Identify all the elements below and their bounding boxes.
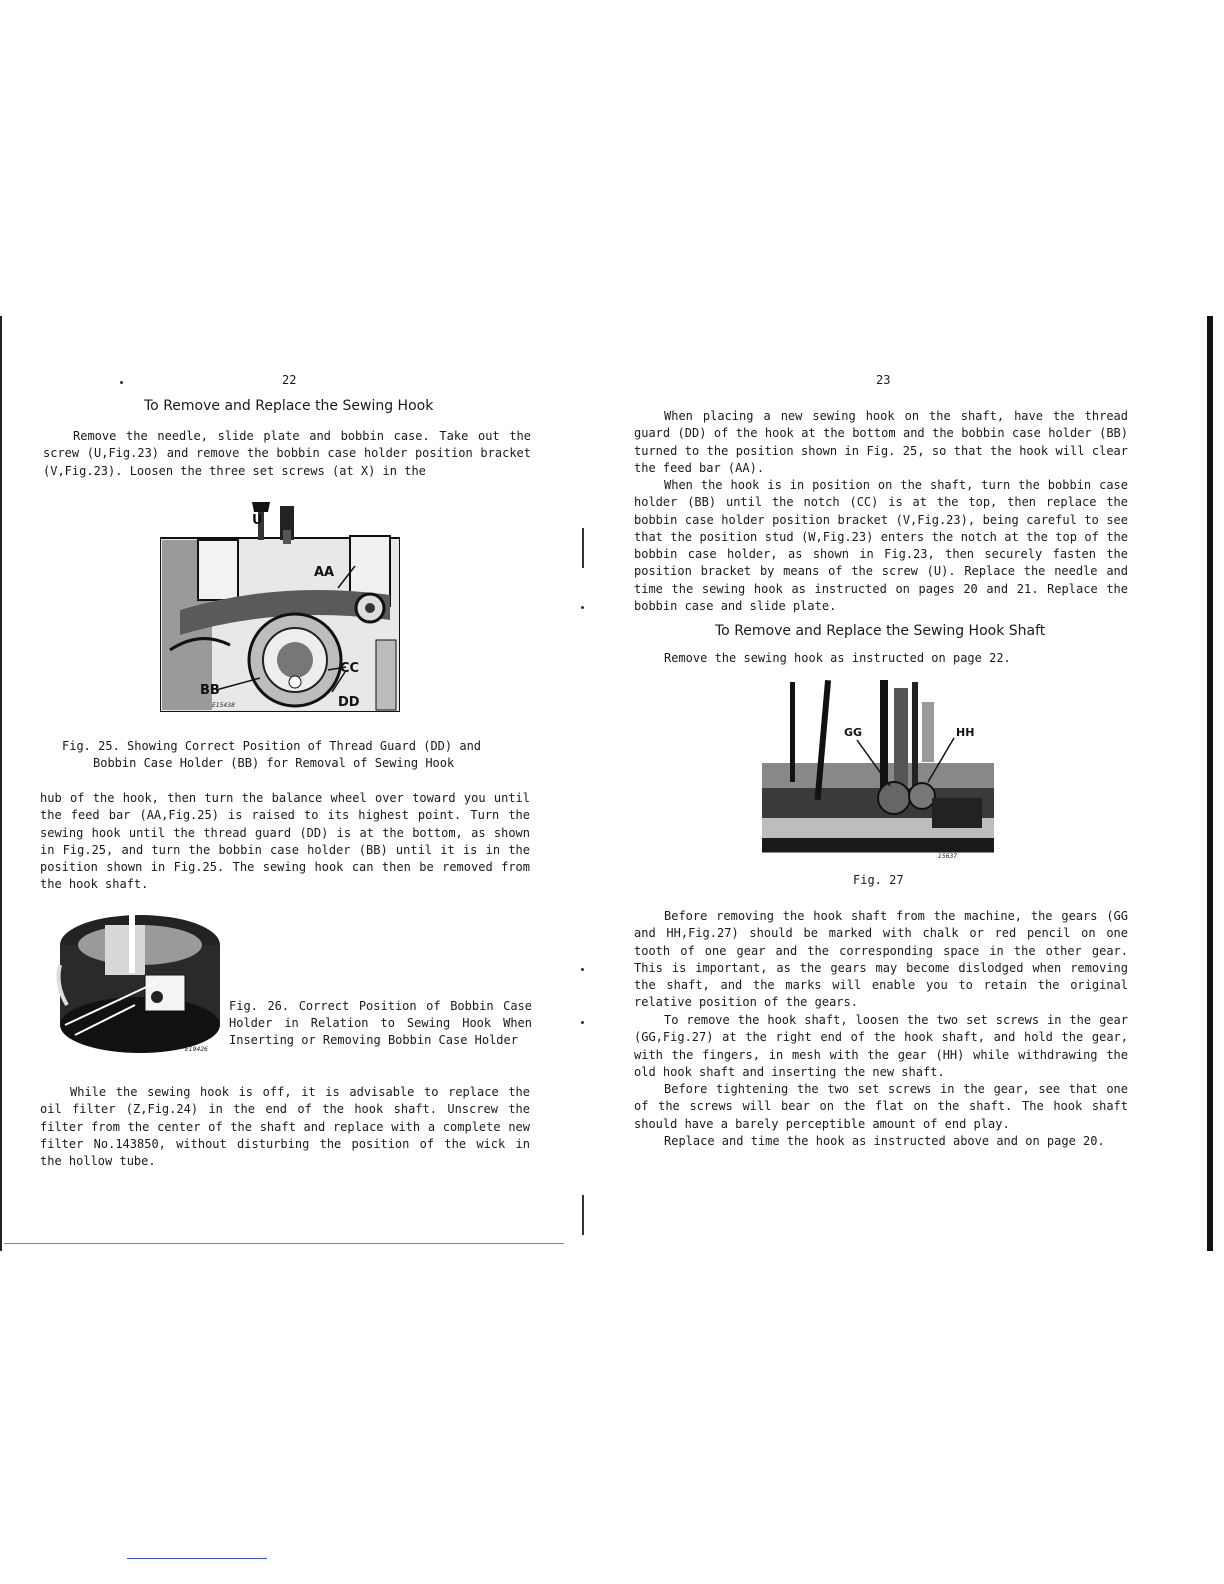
paragraph-hook-in-position: When the hook is in position on the shaft, turn the bobbin case holder (BB) until the notch (CC) is at the top, then replace the bobbin case holder position bracket (V,Fig.23), being careful to see that the position stud (W,Fig.23) enters the notch at the top of the bobbin case holder, as shown in Fig.23, then securely fasten the position bracket by means of the screw (U). Replace the needle and time the sewing hook as instructed on pages 20 and 21. Replace the bobbin case and slide plate.	[634, 478, 1128, 614]
section-heading-sewing-hook: To Remove and Replace the Sewing Hook	[144, 398, 434, 414]
figure-27-caption: Fig. 27	[853, 873, 904, 887]
figure-code: 15637	[938, 853, 958, 860]
label-hh: HH	[956, 726, 975, 739]
paragraph-hub-of-hook: hub of the hook, then turn the balance wheel over toward you until the feed bar (AA,Fig.25) is raised to its highest point. Turn the sewing hook until the thread guard (DD) is at the bottom, as shown in Fig.25, and turn the bobbin case holder (BB) until it is in the position shown in Fig.25. The sewing hook can then be removed from the hook shaft.	[40, 791, 530, 892]
label-u: U	[252, 513, 263, 528]
figure-25	[160, 500, 400, 712]
figure-code: E19426	[185, 1046, 208, 1053]
label-aa: AA	[314, 565, 335, 580]
label-cc: CC	[340, 661, 360, 676]
paragraph-remove-sewing-hook: Remove the sewing hook as instructed on page 22.	[664, 651, 1011, 665]
scan-bottom-rule	[4, 1243, 564, 1244]
gutter-mark	[582, 1195, 584, 1235]
scan-edge-right	[1207, 316, 1213, 1251]
figure-25-caption-line-1: Fig. 25. Showing Correct Position of Thread Guard (DD) and	[62, 739, 482, 753]
paragraph-before-tightening: Before tightening the two set screws in the gear, see that one of the screws will bear on the flat on the shaft. The hook shaft should have a barely perceptible amount of end play.	[634, 1082, 1128, 1131]
footer-link-rule	[127, 1558, 267, 1559]
section-heading-hook-shaft: To Remove and Replace the Sewing Hook Shaft	[715, 623, 1046, 639]
figure-code: E15438	[212, 702, 235, 709]
paragraph-remove-needle: Remove the needle, slide plate and bobbin case. Take out the screw (U,Fig.23) and remove the bobbin case holder position bracket (V,Fig.23). Loosen the three set screws (at X) in the	[43, 429, 531, 478]
figure-26-caption: Fig. 26. Correct Position of Bobbin Case Holder in Relation to Sewing Hook When Inserting or Removing Bobbin Case Holder	[229, 999, 532, 1047]
figure-27	[762, 678, 994, 860]
paragraph-oil-filter: While the sewing hook is off, it is advisable to replace the oil filter (Z,Fig.24) in the end of the hook shaft. Unscrew the filter from the center of the shaft and replace with a complete new filter No.143850, without disturbing the position of the wick in the hollow tube.	[40, 1085, 530, 1169]
figure-27-illustration	[762, 678, 994, 860]
label-dd: DD	[338, 695, 360, 710]
scan-speck	[120, 381, 123, 384]
label-bb: BB	[200, 683, 220, 698]
figure-26	[45, 905, 225, 1057]
gutter-mark	[582, 528, 584, 568]
page-number-right: 23	[876, 373, 891, 387]
paragraph-placing-new-hook: When placing a new sewing hook on the shaft, have the thread guard (DD) of the hook at the bottom and the bobbin case holder (BB) turned to the position shown in Fig. 25, so that the hook will clear the feed bar (AA).	[634, 409, 1128, 475]
paragraph-replace-and-time: Replace and time the hook as instructed above and on page 20.	[664, 1134, 1105, 1148]
scan-speck	[581, 606, 584, 609]
page-number-left: 22	[282, 373, 297, 387]
figure-25-caption	[62, 738, 552, 772]
figure-25-illustration	[160, 500, 400, 712]
paragraph-before-removing-shaft: Before removing the hook shaft from the machine, the gears (GG and HH,Fig.27) should be marked with chalk or red pencil on one tooth of one gear and the corresponding space in the other gear. This is important, as the gears may become dislodged when removing the shaft, and the marks will enable you to retain the original relative position of the gears.	[634, 909, 1128, 1010]
paragraph-to-remove-shaft: To remove the hook shaft, loosen the two set screws in the gear (GG,Fig.27) at the right end of the hook shaft, and hold the gear, with the fingers, in mesh with the gear (HH) while withdrawing the old hook shaft and inserting the new shaft.	[634, 1013, 1128, 1079]
label-gg: GG	[844, 726, 863, 739]
figure-25-caption-line-2: Bobbin Case Holder (BB) for Removal of Sewing Hook	[93, 756, 455, 770]
figure-26-illustration	[45, 905, 225, 1057]
scan-edge-left	[0, 316, 2, 1251]
scan-speck	[581, 1021, 584, 1024]
scan-speck	[581, 968, 584, 971]
